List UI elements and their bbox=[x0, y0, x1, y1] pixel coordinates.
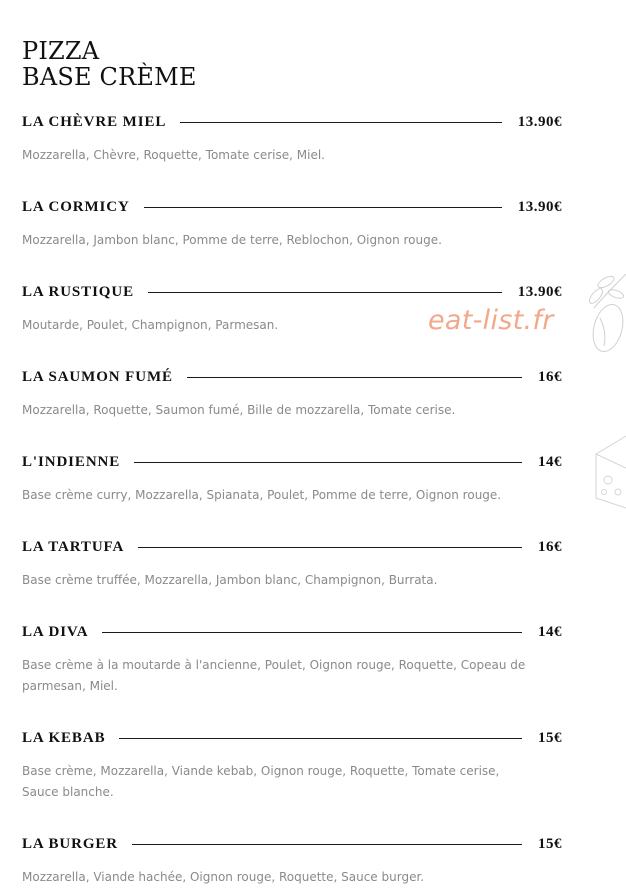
menu-item-description: Base crème, Mozzarella, Viande kebab, Oignon rouge, Roquette, Tomate cerise, Sauce blanche. bbox=[22, 764, 500, 799]
page-title-line2: BASE CRÈME bbox=[22, 63, 197, 91]
menu-item-price: 15€ bbox=[538, 729, 562, 746]
menu-item-description: Mozzarella, Chèvre, Roquette, Tomate cerise, Miel. bbox=[22, 148, 325, 162]
menu-item-name: L'INDIENNE bbox=[22, 453, 121, 470]
menu-item-description: Moutarde, Poulet, Champignon, Parmesan. bbox=[22, 318, 279, 332]
menu-item bbox=[22, 112, 562, 166]
menu-item-name: LA RUSTIQUE bbox=[22, 283, 135, 300]
menu-item-header bbox=[22, 622, 562, 642]
leader-line bbox=[187, 377, 522, 378]
menu-item-header bbox=[22, 112, 562, 132]
menu-item-name: LA SAUMON FUMÉ bbox=[22, 368, 173, 385]
menu-item-price: 13.90€ bbox=[517, 198, 562, 215]
menu-item bbox=[22, 367, 562, 421]
menu-item-name: LA TARTUFA bbox=[22, 538, 125, 555]
menu-item bbox=[22, 834, 562, 888]
menu-item-name: LA CORMICY bbox=[22, 198, 130, 215]
menu-item-price: 15€ bbox=[538, 835, 562, 852]
menu-item-description: Mozzarella, Roquette, Saumon fumé, Bille de mozzarella, Tomate cerise. bbox=[22, 403, 456, 417]
leader-line bbox=[138, 547, 522, 548]
page-title-line1: PIZZA bbox=[22, 37, 100, 65]
menu-item bbox=[22, 622, 562, 697]
menu-item-header bbox=[22, 452, 562, 472]
leader-line bbox=[102, 632, 522, 633]
menu-item-description: Base crème à la moutarde à l'ancienne, Poulet, Oignon rouge, Roquette, Copeau de parmesan, Miel. bbox=[22, 658, 526, 693]
leader-line bbox=[119, 738, 522, 739]
menu-item-price: 16€ bbox=[538, 368, 562, 385]
menu-item-description: Mozzarella, Viande hachée, Oignon rouge, Roquette, Sauce burger. bbox=[22, 870, 425, 884]
menu-item-header bbox=[22, 367, 562, 387]
menu-item-description: Mozzarella, Jambon blanc, Pomme de terre, Reblochon, Oignon rouge. bbox=[22, 233, 442, 247]
menu-item-header bbox=[22, 834, 562, 854]
menu-item-description: Base crème truffée, Mozzarella, Jambon blanc, Champignon, Burrata. bbox=[22, 573, 438, 587]
menu-item-description: Base crème curry, Mozzarella, Spianata, Poulet, Pomme de terre, Oignon rouge. bbox=[22, 488, 502, 502]
menu-item-price: 13.90€ bbox=[517, 283, 562, 300]
leader-line bbox=[148, 292, 502, 293]
menu-item-header bbox=[22, 537, 562, 557]
menu-item-price: 16€ bbox=[538, 538, 562, 555]
menu-item-header bbox=[22, 728, 562, 748]
leader-line bbox=[144, 207, 502, 208]
menu-item-header bbox=[22, 197, 562, 217]
menu-item bbox=[22, 197, 562, 251]
menu-item bbox=[22, 537, 562, 591]
olive-branch-sketch-icon bbox=[576, 262, 626, 362]
menu-item-name: LA BURGER bbox=[22, 835, 119, 852]
leader-line bbox=[132, 844, 522, 845]
menu-item bbox=[22, 452, 562, 506]
menu-item-name: LA CHÈVRE MIEL bbox=[22, 113, 167, 130]
cheese-sketch-icon bbox=[576, 428, 626, 510]
watermark: eat-list.fr bbox=[428, 305, 554, 336]
menu-item-price: 13.90€ bbox=[517, 113, 562, 130]
menu-item-name: LA DIVA bbox=[22, 623, 89, 640]
leader-line bbox=[180, 122, 501, 123]
leader-line bbox=[134, 462, 522, 463]
menu-item-price: 14€ bbox=[538, 453, 562, 470]
menu-item-name: LA KEBAB bbox=[22, 729, 106, 746]
menu-item-header bbox=[22, 282, 562, 302]
menu-item-price: 14€ bbox=[538, 623, 562, 640]
page-title bbox=[22, 38, 197, 90]
menu-item bbox=[22, 728, 562, 803]
